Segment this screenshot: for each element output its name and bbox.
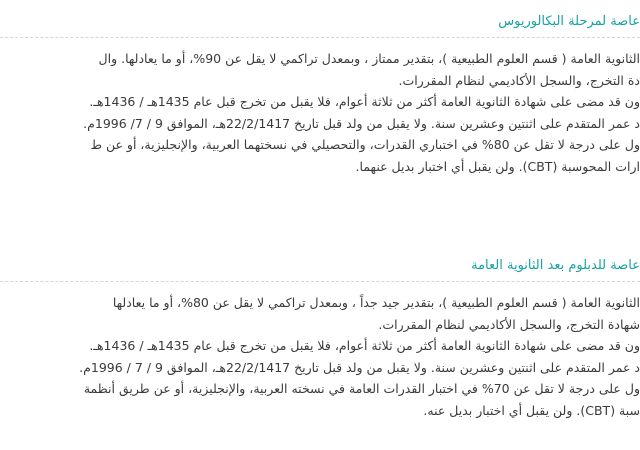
section-heading-row — [0, 254, 640, 282]
requirement-line: ون قد مضى على شهادة الثانوية العامة أكثر من ثلاثة أعوام، فلا يقبل من تخرج قبل عام 1435هـ / 1436هـ. — [89, 338, 640, 353]
requirement-line: شهادة التخرج، والسجل الأكاديمي لنظام المقررات. — [378, 316, 640, 332]
requirement-line: د عمر المتقدم على اثنتين وعشرين سنة. ولا يقبل من ولد قبل تاريخ 22/2/1417هـ، الموافق 9 / 7 / 1996م. — [79, 359, 640, 375]
requirement-line: دة التخرج، والسجل الأكاديمي لنظام المقررات. — [398, 72, 640, 88]
section-heading: عاصة لمرحلة البكالوريوس — [498, 14, 640, 29]
section-bachelor — [0, 10, 640, 177]
section-heading: عاصة للدبلوم بعد الثانوية العامة — [471, 258, 640, 273]
requirement-line: د عمر المتقدم على اثنتين وعشرين سنة. ولا يقبل من ولد قبل تاريخ 22/2/1417هـ، الموافق 9 / 7/ 1996م. — [83, 115, 640, 131]
requirement-line: ول على درجة لا تقل عن 70% في اختبار القدرات العامة في نسخته العربية، والإنجليزية، أو عن طريق أنظمة — [83, 381, 640, 396]
requirement-line: ول على درجة لا تقل عن 80% في اختباري القدرات، والتحصيلي في نسختهما العربية، والإنجليزية، أو عن ط — [90, 137, 640, 152]
section-body — [0, 292, 640, 421]
requirement-line: ون قد مضى على شهادة الثانوية العامة أكثر من ثلاثة أعوام، فلا يقبل من تخرج قبل عام 1435هـ / 1436هـ. — [89, 94, 640, 109]
requirement-line: الثانوية العامة ( قسم العلوم الطبيعية )، بتقدير جيد جداً ، وبمعدل تراكمي لا يقل عن 80%، أو ما يعادلها — [112, 295, 640, 310]
requirement-line: سبة (CBT). ولن يقبل أي اختبار بديل عنه. — [423, 402, 640, 418]
section-body — [0, 48, 640, 177]
section-heading-row — [0, 10, 640, 38]
requirement-line: الثانوية العامة ( قسم العلوم الطبيعية )، بتقدير ممتاز ، وبمعدل تراكمي لا يقل عن 90%، أو ما يعادلها. وال — [98, 51, 640, 66]
requirement-line: ارات المحوسبة (CBT). ولن يقبل أي اختبار بديل عنهما. — [355, 158, 640, 174]
section-diploma — [0, 254, 640, 421]
